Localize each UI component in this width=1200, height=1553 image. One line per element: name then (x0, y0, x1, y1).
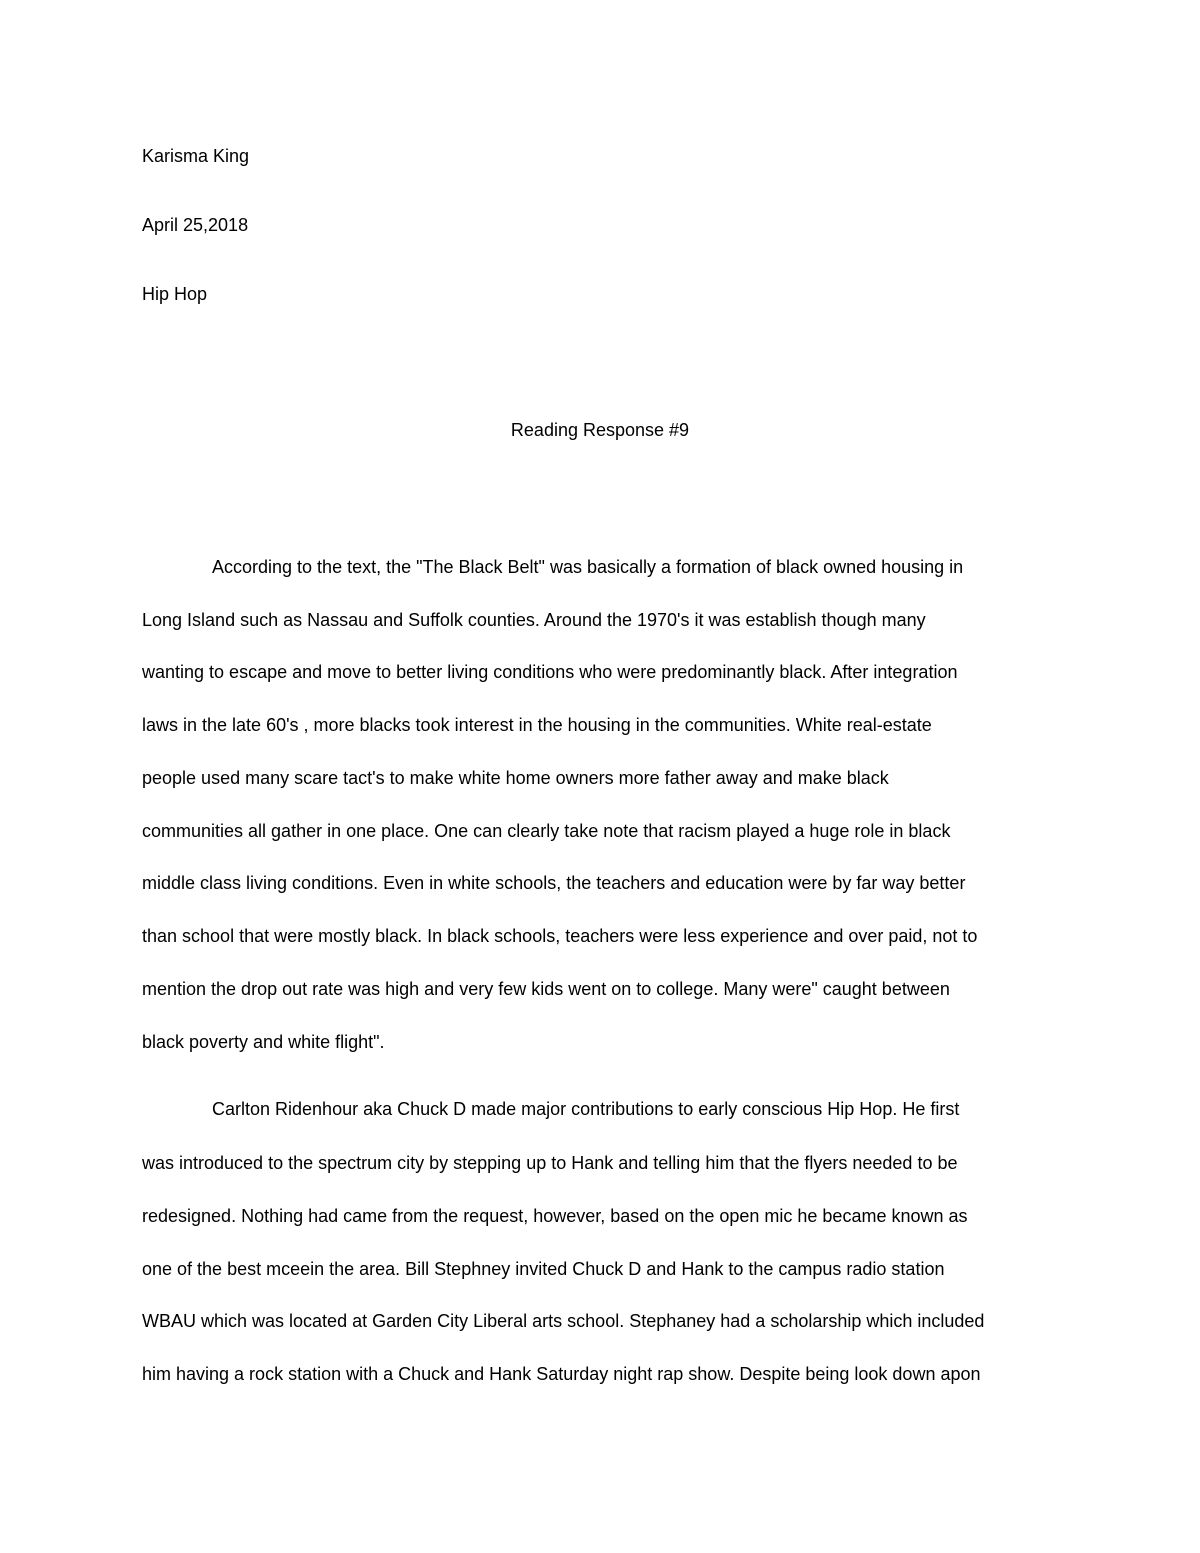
course-name: Hip Hop (142, 284, 208, 304)
paragraph-line: than school that were mostly black. In black schools, teachers were less experience and over paid, not to (142, 926, 978, 946)
paragraph-line: one of the best mceein the area. Bill Stephney invited Chuck D and Hank to the campus radio station (142, 1259, 945, 1279)
paragraph-line: laws in the late 60's , more blacks took interest in the housing in the communities. White real-estate (142, 715, 932, 735)
paragraph-line: was introduced to the spectrum city by stepping up to Hank and telling him that the flyers needed to be (142, 1153, 958, 1173)
paragraph-line: middle class living conditions. Even in white schools, the teachers and education were by far way better (142, 873, 966, 893)
paragraph-line: mention the drop out rate was high and very few kids went on to college. Many were" caught between (142, 979, 950, 999)
paragraph-line: WBAU which was located at Garden City Liberal arts school. Stephaney had a scholarship which included (142, 1311, 985, 1331)
paragraph-line: wanting to escape and move to better living conditions who were predominantly black. After integration (142, 662, 958, 682)
document-title: Reading Response #9 (510, 420, 690, 440)
paragraph-line: redesigned. Nothing had came from the request, however, based on the open mic he became known as (142, 1206, 968, 1226)
paragraph-line: him having a rock station with a Chuck and Hank Saturday night rap show. Despite being look down apon (142, 1364, 981, 1384)
paragraph-line: Carlton Ridenhour aka Chuck D made major contributions to early conscious Hip Hop. He first (212, 1099, 960, 1119)
paragraph-line: black poverty and white flight". (142, 1032, 385, 1052)
author-name: Karisma King (142, 146, 250, 166)
paragraph-line: communities all gather in one place. One can clearly take note that racism played a huge role in black (142, 821, 951, 841)
document-date: April 25,2018 (142, 215, 249, 235)
paragraph-line: people used many scare tact's to make white home owners more father away and make black (142, 768, 889, 788)
paragraph-line: According to the text, the "The Black Belt" was basically a formation of black owned housing in (212, 557, 964, 577)
paragraph-line: Long Island such as Nassau and Suffolk counties. Around the 1970's it was establish though many (142, 610, 926, 630)
